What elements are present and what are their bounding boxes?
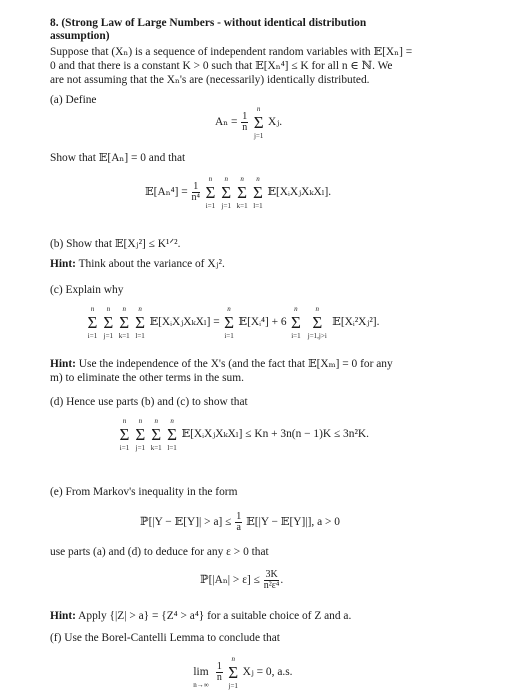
sum-lower: l=1 [135, 332, 145, 340]
sum-lower: i=1 [87, 332, 98, 340]
sum-symbol: n Σ i=1 [223, 314, 236, 331]
problem-heading: 8. (Strong Law of Large Numbers - without identical distribution [50, 17, 367, 29]
sum-symbol: n Σ k=1 [150, 426, 163, 443]
sum-symbol: n Σ i=1 [204, 184, 217, 201]
fraction [241, 112, 248, 133]
sum-lower: j=1 [103, 332, 114, 340]
frac-den: a [236, 522, 241, 533]
problem-heading-cont: assumption) [50, 30, 110, 42]
sum-upper: n [224, 175, 228, 183]
sum-symbol: n Σ j=1 [252, 114, 265, 131]
sum-upper: n [122, 305, 126, 313]
hint-text: Think about the variance of Xⱼ². [75, 258, 225, 270]
sum-lower: k=1 [118, 332, 130, 340]
eq-rhs: Xⱼ = 0, a.s. [242, 666, 293, 679]
sum-upper: n [138, 305, 142, 313]
sum-symbol: n Σ k=1 [118, 314, 131, 331]
lim-text: lim [193, 666, 209, 678]
sum-symbol: n Σ j=1 [220, 184, 233, 201]
hint-c-cont: m) to eliminate the other terms in the sum. [50, 372, 244, 384]
fraction [216, 662, 223, 683]
sum-lower: j=1 [228, 682, 238, 690]
sum-lower: k=1 [150, 444, 162, 452]
frac-den: n [242, 122, 248, 133]
eq-rhs: Xⱼ. [268, 116, 283, 129]
eq-end: . [280, 574, 284, 587]
sum-symbol: n Σ k=1 [236, 184, 249, 201]
sum-upper: n [231, 655, 235, 663]
sum-lower: j=1 [221, 202, 231, 210]
part-b-label: (b) Show that 𝔼[Xⱼ²] ≤ K¹ᐟ². [50, 238, 181, 250]
hint-text: Apply {|Z| > a} = {Z⁴ > a⁴} for a suitable choice of Z and a. [75, 610, 352, 622]
sum-upper: n [256, 175, 260, 183]
sum-symbol: n Σ i=1 [86, 314, 99, 331]
frac-den: n [216, 672, 222, 683]
fraction [192, 182, 201, 203]
hint-e [50, 610, 351, 623]
hint-text: Use the independence of the X's (and the fact that 𝔼[Xₘ] = 0 for any [75, 358, 393, 370]
frac-num: 3K [265, 569, 278, 580]
sum-symbol: n Σ l=1 [134, 314, 147, 331]
sum-lower: k=1 [236, 202, 248, 210]
frac-num: 1 [242, 111, 248, 122]
fraction [264, 570, 280, 591]
sum-upper: n [138, 417, 143, 425]
sum-symbol: n Σ i=1 [289, 314, 302, 331]
sum-upper: n [154, 417, 158, 425]
eq-lhs: ℙ[|Y − 𝔼[Y]| > a] ≤ [140, 516, 232, 529]
equation-e [200, 570, 283, 591]
intro-text: are not assuming that the Xₙ's are (necessarily) identically distributed. [50, 74, 370, 86]
equation-d [118, 417, 369, 452]
eq-mid: 𝔼[XᵢXⱼXₖXₗ] = [149, 316, 220, 329]
eq-rhs: 𝔼[XᵢXⱼXₖXₗ]. [267, 186, 332, 199]
sum-upper: n [240, 175, 244, 183]
lim-sub: n→∞ [193, 681, 209, 689]
sum-lower: j=1 [135, 444, 146, 452]
sum-lower: j=1,j>i [307, 332, 327, 340]
eq-rhs: 𝔼[Xᵢ²Xⱼ²]. [332, 316, 380, 329]
sum-upper: n [256, 105, 261, 113]
sum-upper: n [294, 305, 298, 313]
eq-rhs: 𝔼[XᵢXⱼXₖXₗ] ≤ Kn + 3n(n − 1)K ≤ 3n²K. [181, 428, 369, 441]
eq-lhs: 𝔼[Aₙ⁴] = [145, 186, 188, 199]
hint-label: Hint: [50, 358, 76, 370]
sum-lower: i=1 [205, 202, 216, 210]
frac-num: 1 [236, 511, 242, 522]
part-a-label: (a) Define [50, 94, 97, 106]
sum-symbol: n Σ j=1,j>i [305, 314, 329, 331]
eq-mid2: 𝔼[Xᵢ⁴] + 6 [238, 316, 287, 329]
hint-label: Hint: [50, 258, 76, 270]
sum-upper: n [170, 417, 174, 425]
equation-an-fourth-moment [145, 175, 332, 210]
sum-symbol: n Σ l=1 [166, 426, 179, 443]
frac-den: n²ε⁴ [263, 580, 280, 591]
show-text: Show that 𝔼[Aₙ] = 0 and that [50, 152, 186, 164]
sum-upper: n [315, 305, 320, 313]
sum-symbol: n Σ j=1 [227, 664, 240, 681]
use-text: use parts (a) and (d) to deduce for any ε > 0 that [50, 546, 269, 558]
part-f-label: (f) Use the Borel-Cantelli Lemma to conclude that [50, 632, 280, 644]
sum-lower: i=1 [119, 444, 130, 452]
sum-symbol: n Σ l=1 [251, 184, 264, 201]
intro-text: Suppose that (Xₙ) is a sequence of independent random variables with 𝔼[Xₙ] = [50, 46, 413, 58]
sum-upper: n [90, 305, 95, 313]
equation-c [86, 305, 380, 340]
sum-lower: l=1 [253, 202, 263, 210]
hint-b [50, 258, 225, 271]
sum-upper: n [122, 417, 127, 425]
frac-num: 1 [193, 181, 199, 192]
hint-label: Hint: [50, 610, 76, 622]
sum-lower: l=1 [167, 444, 177, 452]
sum-symbol: n Σ j=1 [102, 314, 115, 331]
sum-upper: n [208, 175, 213, 183]
sum-upper: n [106, 305, 111, 313]
equation-an-definition [215, 105, 283, 140]
equation-f [190, 655, 293, 690]
eq-lhs: ℙ[|Aₙ| > ε] ≤ [200, 574, 260, 587]
part-c-label: (c) Explain why [50, 284, 124, 296]
lim-operator [190, 664, 212, 689]
part-d-label: (d) Hence use parts (b) and (c) to show that [50, 396, 248, 408]
frac-den: n⁴ [191, 192, 201, 203]
sum-lower: i=1 [291, 332, 301, 340]
eq-lhs: Aₙ = [215, 116, 238, 129]
fraction [235, 512, 242, 533]
intro-text: 0 and that there is a constant K > 0 such that 𝔼[Xₙ⁴] ≤ K for all n ∈ ℕ. We [50, 60, 393, 72]
part-e-label: (e) From Markov's inequality in the form [50, 486, 238, 498]
frac-num: 1 [216, 661, 222, 672]
sum-symbol: n Σ i=1 [118, 426, 131, 443]
sum-lower: i=1 [224, 332, 234, 340]
sum-upper: n [227, 305, 231, 313]
hint-c [50, 358, 393, 371]
sum-lower: j=1 [253, 132, 264, 140]
eq-rhs: 𝔼[|Y − 𝔼[Y]|], a > 0 [246, 516, 340, 529]
equation-markov [140, 512, 340, 533]
sum-symbol: n Σ j=1 [134, 426, 147, 443]
